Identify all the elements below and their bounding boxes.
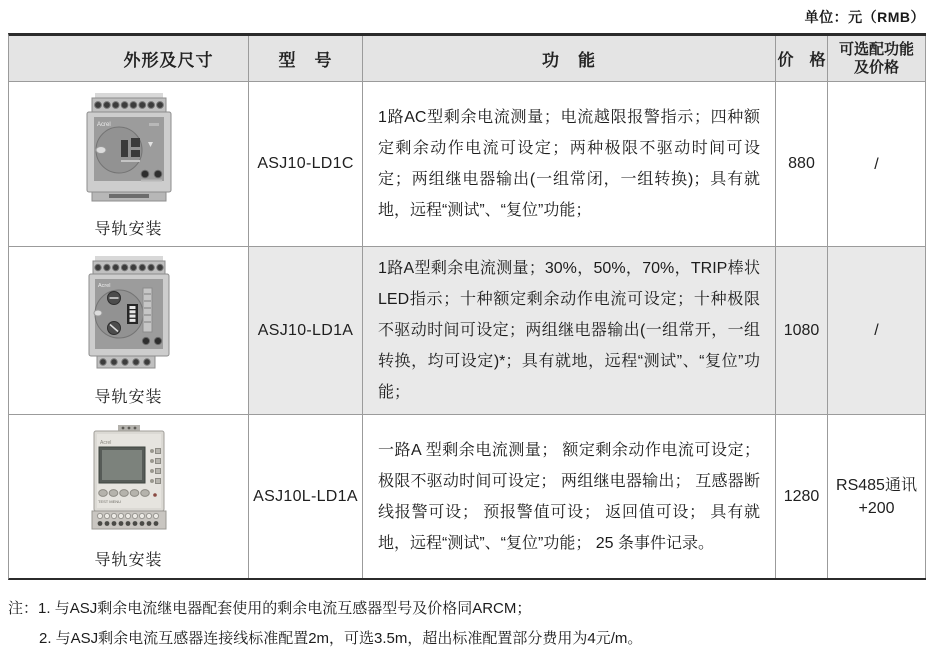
function-text: 1路AC型剩余电流测量；电流越限报警指示；四种额定剩余动作电流可设定；两种极限不驱动时间可设定；两组继电器输出(一组常闭，一组转换)；具有就地，远程“测试”、“复位”功能；: [378, 109, 760, 219]
optional-cell: [828, 82, 926, 247]
model-text: ASJ10L-LD1A: [253, 487, 358, 505]
din-relay-photo-asj10l-ld1a: [86, 423, 172, 535]
price-text: 1280: [783, 487, 820, 505]
optional-text-line1: /: [874, 322, 879, 339]
svg-text:Acrel: Acrel: [97, 283, 111, 289]
unit-label: 单位：元（RMB）: [804, 9, 925, 25]
din-relay-photo-asj10-ld1c: [79, 90, 179, 204]
header-cell-model: [249, 36, 363, 82]
header-model-label: 型 号: [278, 51, 333, 70]
product-spec-table: [8, 33, 926, 580]
model-cell: [249, 247, 363, 415]
mount-caption: 导轨安装: [94, 220, 163, 238]
price-text: 880: [788, 155, 815, 172]
header-cell-price: [776, 36, 828, 82]
function-cell: [363, 415, 776, 578]
svg-text:Acrel: Acrel: [96, 121, 111, 128]
header-cell-appearance: [9, 36, 249, 82]
note-item-2: 2. 与ASJ剩余电流互感器连接线标准配置2m，可选3.5m，超出标准配置部分费用为4元/m。: [39, 630, 643, 647]
function-text: 1路A型剩余电流测量；30%，50%，70%，TRIP棒状LED指示；十种额定剩余动作电流可设定；十种极限不驱动时间可设定；两组继电器输出(一组常开，一组转换，均可设定)*；具有就地，远程“测试”、“复位”功能；: [378, 260, 760, 401]
model-text: ASJ10-LD1C: [257, 155, 354, 172]
optional-text-line1: /: [874, 155, 879, 173]
svg-text:Acrel: Acrel: [99, 440, 111, 446]
notes: [8, 594, 642, 654]
mount-caption: 导轨安装: [94, 552, 163, 569]
model-cell: [249, 415, 363, 578]
price-text: 1080: [783, 321, 820, 339]
price-cell: [776, 247, 828, 415]
optional-text-line1: RS485通讯: [836, 476, 917, 494]
din-relay-photo-asj10-ld1a: [83, 254, 175, 372]
header-function-label: 功 能: [542, 51, 596, 70]
function-cell: [363, 247, 776, 415]
header-price-label: 价 格: [777, 52, 826, 69]
optional-text-line2: +200: [858, 499, 895, 517]
svg-text:TEST MENU: TEST MENU: [97, 499, 121, 504]
mount-caption: 导轨安装: [94, 389, 163, 406]
function-cell: [363, 82, 776, 247]
header-appearance-label: 外形及尺寸: [123, 51, 214, 70]
price-cell: [776, 415, 828, 578]
function-text: 一路A 型剩余电流测量； 额定剩余动作电流可设定； 极限不驱动时间可设定； 两组继电器输出； 互感器断线报警可设； 预报警值可设； 返回值可设； 具有就地，远程“测试”、“复位”功能； 25 条事件记录。: [378, 441, 760, 552]
model-text: ASJ10-LD1A: [257, 321, 354, 339]
note-line-1: [8, 594, 642, 624]
note-item-1: 1. 与ASJ剩余电流继电器配套使用的剩余电流互感器型号及价格同ARCM；: [38, 600, 532, 617]
header-cell-function: [363, 36, 776, 82]
header-optional-label-line1: 可选配功能: [838, 40, 914, 58]
photo-cell-asj10-ld1c: [9, 82, 249, 247]
optional-cell: [828, 247, 926, 415]
header-cell-optional: [828, 36, 926, 82]
header-optional-label-line2: 及价格: [853, 58, 899, 76]
price-cell: [776, 82, 828, 247]
model-cell: [249, 82, 363, 247]
optional-cell: [828, 415, 926, 578]
note-line-2: [8, 624, 642, 654]
note-prefix: 注：: [8, 600, 39, 617]
photo-cell-asj10l-ld1a: [9, 415, 249, 578]
photo-cell-asj10-ld1a: [9, 247, 249, 415]
